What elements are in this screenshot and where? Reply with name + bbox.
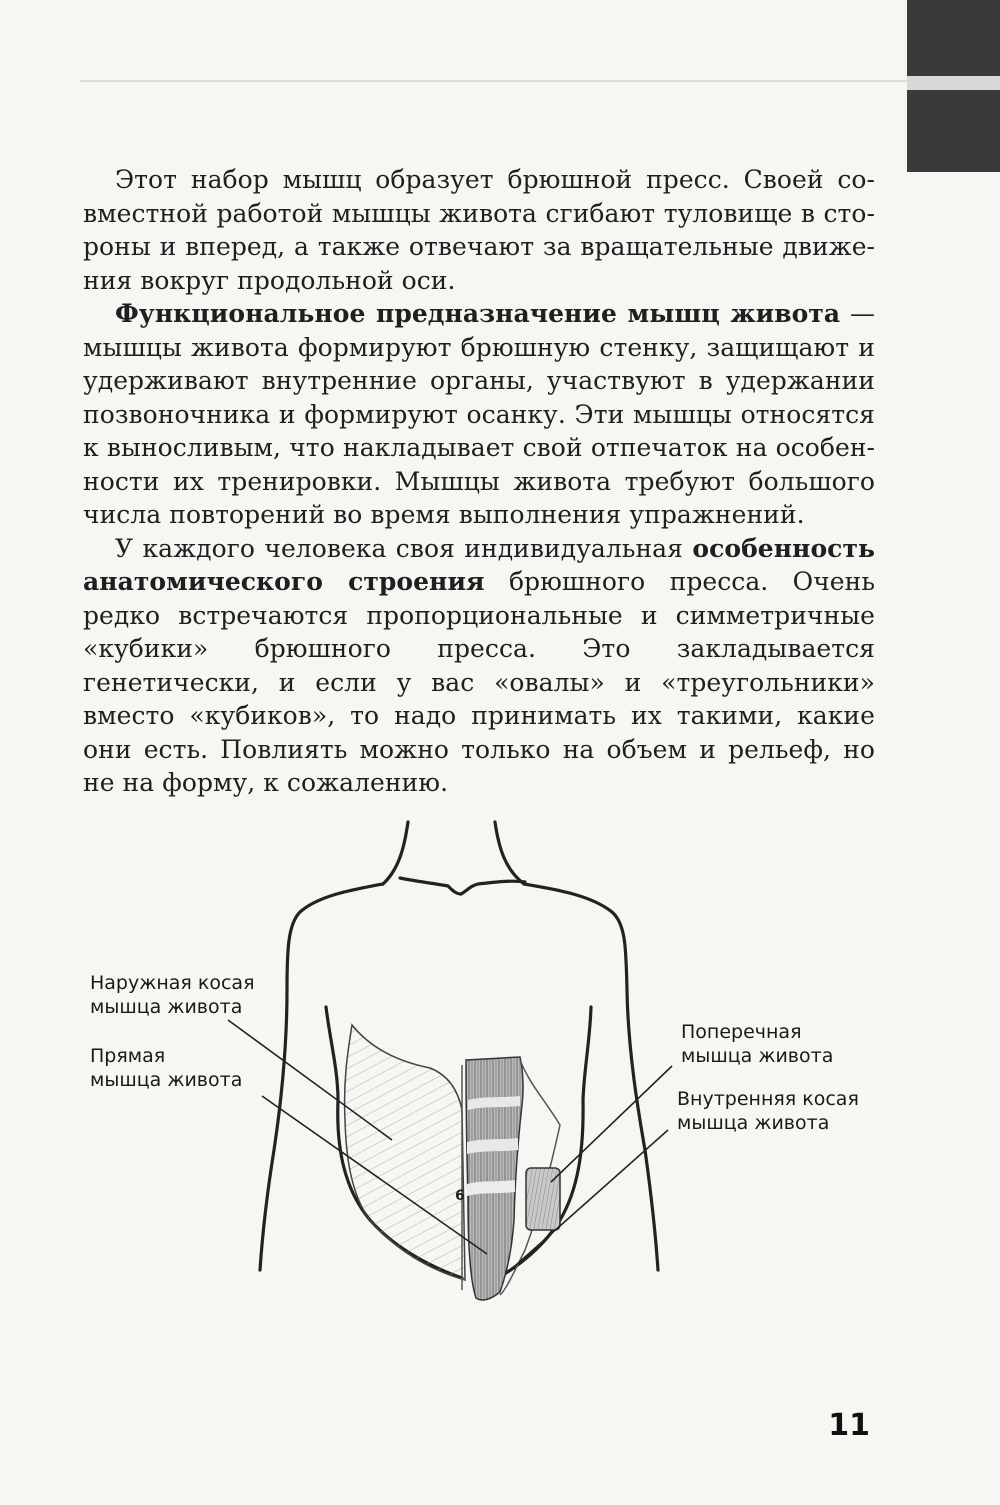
collarbone-left <box>400 878 461 894</box>
label-rectus-line-2: мышца живота <box>90 1069 243 1091</box>
rectus-muscle <box>466 1057 523 1300</box>
paragraph-3-text-start: У каждого человека своя индивидуальная <box>115 533 693 563</box>
paragraph-2-bold-term: Функциональное предназначение мышц живота <box>115 299 841 328</box>
label-transverse-line-1: Поперечная <box>681 1021 802 1043</box>
paragraph-1 <box>83 163 875 297</box>
paragraph-2-text: — мышцы живота формируют брюшную стенку, защищают и удерживают внутренние органы, участвуют в удержании позвоночника и формируют осанку. Эти мышцы относятся к выносливым, что накладывает свой отпечаток на особенности их тренировки. Мышцы живота требуют большого числа повторений во время выполнения упражнений. <box>83 299 875 529</box>
external-oblique-muscle <box>345 1025 465 1280</box>
body-text <box>83 163 875 800</box>
paragraph-2 <box>83 297 875 532</box>
label-external-oblique-line-1: Наружная косая <box>90 972 255 994</box>
label-internal-oblique-line-2: мышца живота <box>677 1112 830 1134</box>
collarbone-right <box>461 881 525 894</box>
label-external-oblique <box>90 971 255 1019</box>
label-transverse <box>681 1020 833 1068</box>
abdominal-muscles-figure <box>0 800 1000 1360</box>
paragraph-3-text-end: брюшного пресса. Очень редко встречаются пропорциональные и симметричные «кубики» брюшного пресса. Это закладывается генетически, и если у вас «овалы» и «треугольники» вместо «кубиков», то надо принимать их такими, какие они есть. Повлиять можно только на объем и рельеф, но не на форму, к сожалению. <box>83 567 875 797</box>
leader-transverse <box>551 1066 672 1182</box>
label-internal-oblique <box>677 1087 859 1135</box>
navel-mark: 6 <box>455 1188 465 1204</box>
label-external-oblique-line-2: мышца живота <box>90 996 243 1018</box>
paragraph-1-text: Этот набор мышц образует брюшной пресс. Своей совместной работой мышцы живота сгибают туловище в стороны и вперед, а также отвечают за вращательные движения вокруг продольной оси. <box>83 165 875 295</box>
label-rectus <box>90 1044 242 1092</box>
paragraph-3 <box>83 532 875 800</box>
thumb-index-gap <box>907 76 1000 90</box>
header-rule <box>80 80 907 82</box>
label-transverse-line-2: мышца живота <box>681 1045 834 1067</box>
label-internal-oblique-line-1: Внутренняя косая <box>677 1088 859 1110</box>
label-rectus-line-1: Прямая <box>90 1045 166 1067</box>
paragraph-3-bold-term: особенность анатомического строения <box>83 533 875 596</box>
neck-left-line <box>383 822 408 884</box>
page-number: 11 <box>828 1408 870 1443</box>
neck-right-line <box>495 822 524 884</box>
